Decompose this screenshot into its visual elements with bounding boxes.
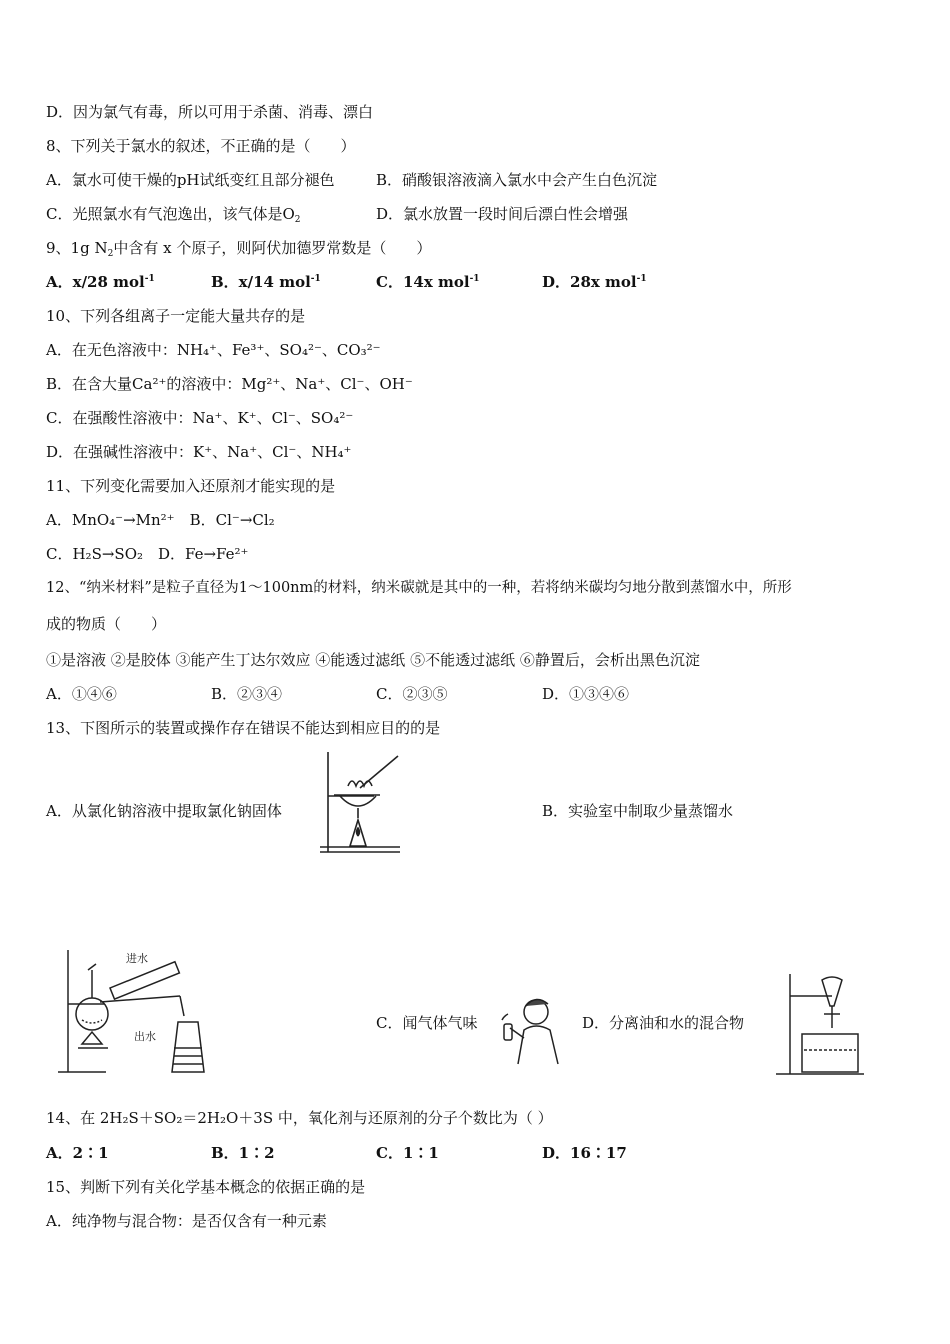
q12-stem-cont: 成的物质（ ） <box>46 615 167 633</box>
q8-option-b: B．硝酸银溶液滴入氯水中会产生白色沉淀 <box>376 171 658 189</box>
q12-statements: ①是溶液 ②是胶体 ③能产生丁达尔效应 ④能透过滤纸 ⑤不能透过滤纸 ⑥静置后，会析出黑色沉淀 <box>46 651 700 669</box>
water-in-label: 进水 <box>126 952 148 965</box>
evaporation-apparatus-figure <box>314 750 404 858</box>
q10-option-a: A．在无色溶液中：NH₄⁺、Fe³⁺、SO₄²⁻、CO₃²⁻ <box>46 341 381 359</box>
q12-option-c: C．②③⑤ <box>376 685 448 703</box>
q10-option-d: D．在强碱性溶液中：K⁺、Na⁺、Cl⁻、NH₄⁺ <box>46 443 352 461</box>
q15-stem: 15、判断下列有关化学基本概念的依据正确的是 <box>46 1178 366 1196</box>
q12-option-a: A．①④⑥ <box>46 685 117 703</box>
q11-options-ab: A．MnO₄⁻→Mn²⁺ B．Cl⁻→Cl₂ <box>46 511 275 529</box>
smelling-gas-figure <box>494 994 570 1066</box>
q13-option-d: D．分离油和水的混合物 <box>582 1014 745 1032</box>
q13-option-c: C．闻气体气味 <box>376 1014 478 1032</box>
q9-option-a: A．x/28 mol$^{-1}$ <box>46 273 155 291</box>
q14-option-d: D．16∶17 <box>542 1144 627 1162</box>
q12-option-b: B．②③④ <box>211 685 283 703</box>
q9-option-d: D．28x mol$^{-1}$ <box>542 273 647 291</box>
distillation-apparatus-figure <box>54 944 214 1082</box>
q10-option-b: B．在含大量Ca²⁺的溶液中：Mg²⁺、Na⁺、Cl⁻、OH⁻ <box>46 375 413 393</box>
q8-option-c: C．光照氯水有气泡逸出，该气体是$O_2$ <box>46 205 301 225</box>
q7-option-d: D．因为氯气有毒，所以可用于杀菌、消毒、漂白 <box>46 103 374 121</box>
separatory-funnel-figure <box>772 970 868 1080</box>
q9-option-b: B．x/14 mol$^{-1}$ <box>211 273 321 291</box>
q12-stem: 12、“纳米材料”是粒子直径为1～100nm的材料，纳米碳就是其中的一种，若将纳米碳均匀地分散到蒸馏水中，所形 <box>46 580 792 596</box>
q10-option-c: C．在强酸性溶液中：Na⁺、K⁺、Cl⁻、SO₄²⁻ <box>46 409 354 427</box>
q8-stem: 8、下列关于氯水的叙述，不正确的是（ ） <box>46 137 356 155</box>
q11-stem: 11、下列变化需要加入还原剂才能实现的是 <box>46 477 336 495</box>
q13-option-a: A．从氯化钠溶液中提取氯化钠固体 <box>46 802 282 820</box>
q13-option-b: B．实验室中制取少量蒸馏水 <box>542 802 734 820</box>
q15-option-a: A．纯净物与混合物：是否仅含有一种元素 <box>46 1212 327 1230</box>
q9-stem: 9、1g $N_2$中含有 x 个原子，则阿伏加德罗常数是（ ） <box>46 239 432 259</box>
water-out-label: 出水 <box>134 1030 156 1043</box>
q9-option-c: C．14x mol$^{-1}$ <box>376 273 480 291</box>
q8-option-d: D．氯水放置一段时间后漂白性会增强 <box>376 205 629 223</box>
q8-option-a: A．氯水可使干燥的pH试纸变红且部分褪色 <box>46 171 335 189</box>
q14-stem: 14、在 2H₂S＋SO₂＝2H₂O＋3S 中，氧化剂与还原剂的分子个数比为（ ） <box>46 1109 553 1127</box>
q13-stem: 13、下图所示的装置或操作存在错误不能达到相应目的的是 <box>46 719 441 737</box>
q10-stem: 10、下列各组离子一定能大量共存的是 <box>46 307 306 325</box>
q14-option-a: A．2∶1 <box>46 1144 109 1162</box>
q14-option-c: C．1∶1 <box>376 1144 439 1162</box>
q11-options-cd: C．H₂S→SO₂ D．Fe→Fe²⁺ <box>46 545 249 563</box>
q14-option-b: B．1∶2 <box>211 1144 275 1162</box>
q12-option-d: D．①③④⑥ <box>542 685 630 703</box>
